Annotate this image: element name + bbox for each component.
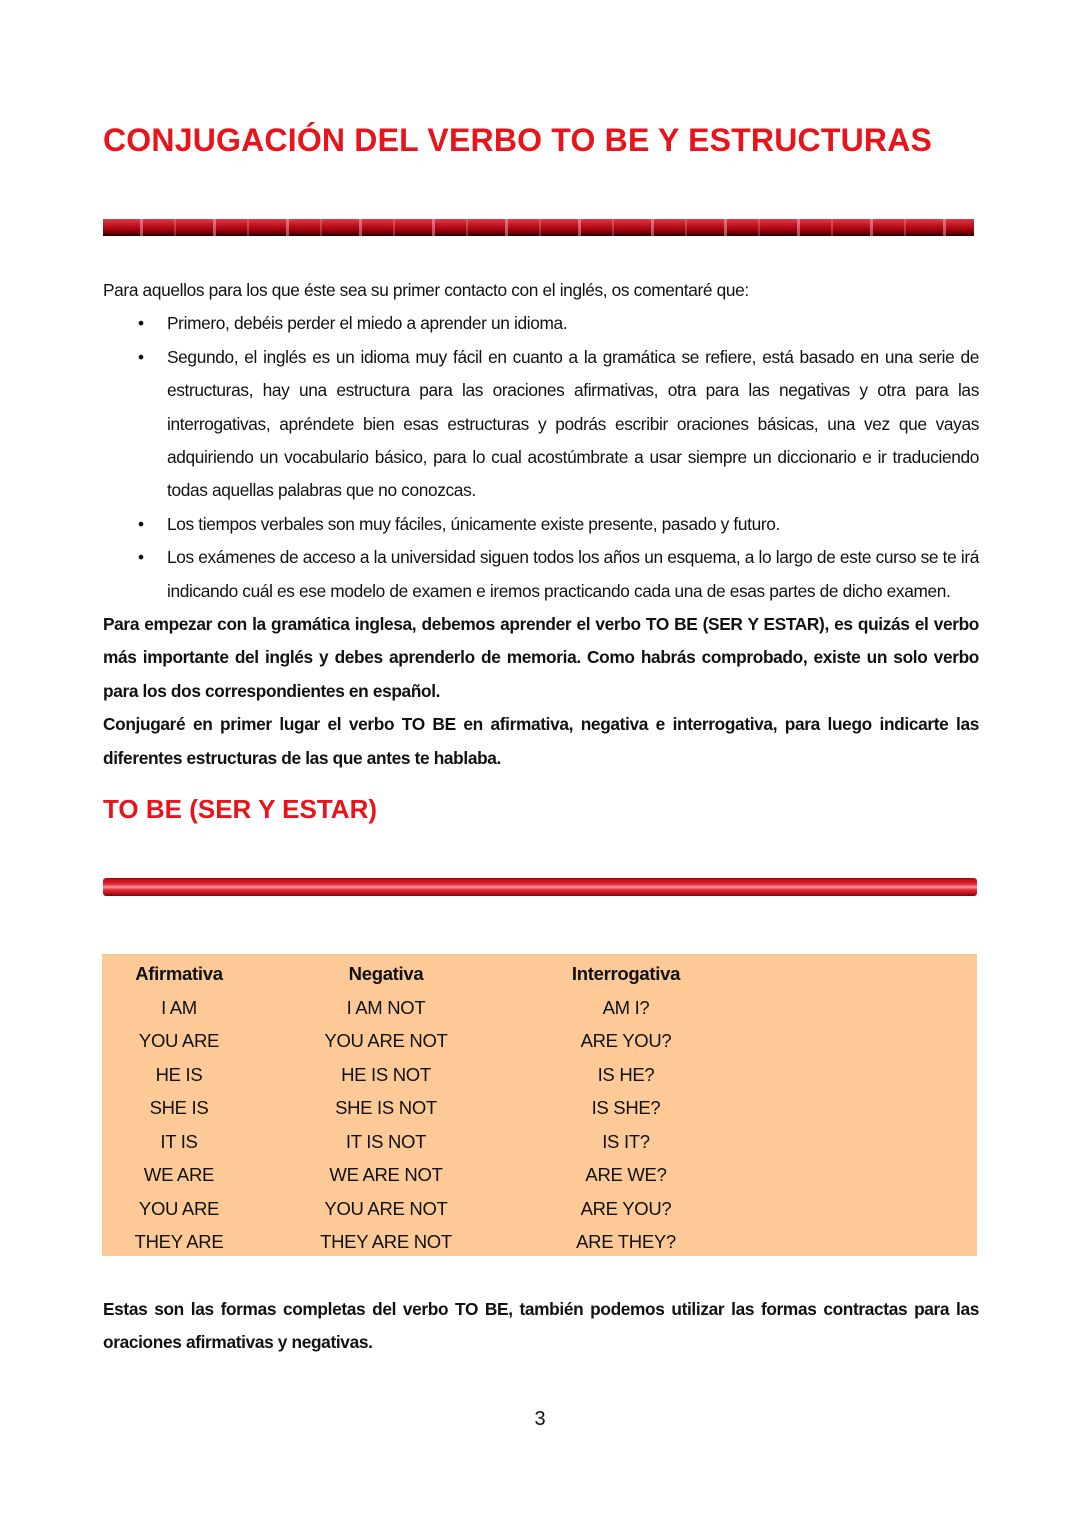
table-cell: THEY ARE [134, 1231, 224, 1252]
bold-paragraph: Conjugaré en primer lugar el verbo TO BE en afirmativa, negativa e interrogativa, para luego indicarte las diferentes estructuras de las que antes te hablaba. [103, 714, 979, 768]
intro-section [103, 274, 979, 775]
column-interrogativa [506, 957, 746, 1259]
decorative-divider [103, 878, 977, 896]
table-cell: WE ARE NOT [329, 1164, 443, 1185]
table-cell: YOU ARE [138, 1030, 220, 1051]
table-cell: WE ARE [143, 1164, 215, 1185]
column-afirmativa [59, 957, 299, 1259]
table-cell: IT IS [160, 1130, 198, 1152]
table-cell: YOU ARE NOT [324, 1197, 448, 1219]
table-cell: HE IS NOT [341, 1063, 431, 1085]
table-cell: IS SHE? [591, 1097, 661, 1118]
decorative-divider [103, 219, 974, 236]
column-header: Interrogativa [571, 963, 681, 984]
footer-paragraph: Estas son las formas completas del verbo TO BE, también podemos utilizar las formas contractas para las oraciones afirmativas y negativas. [103, 1299, 979, 1353]
list-item: • Los tiempos verbales son muy fáciles, únicamente existe presente, pasado y futuro. [167, 508, 979, 541]
table-cell: ARE THEY? [576, 1231, 676, 1252]
bold-paragraph: Para empezar con la gramática inglesa, debemos aprender el verbo TO BE (SER Y ESTAR), es quizás el verbo más importante del inglés y debes aprenderlo de memoria. Como habrás comprobado, existe un solo verbo para los dos correspondientes en español. [103, 614, 979, 701]
intro-text: Para aquellos para los que éste sea su primer contacto con el inglés, os comentaré que: [103, 280, 749, 300]
table-cell: ARE YOU? [580, 1030, 672, 1051]
bullet-list [103, 307, 979, 608]
table-cell: IS HE? [597, 1063, 655, 1085]
table-cell: IT IS NOT [345, 1130, 427, 1152]
section-title: TO BE (SER Y ESTAR) [103, 794, 378, 824]
table-cell: SHE IS NOT [335, 1097, 437, 1118]
conjugation-table [102, 954, 977, 1256]
table-cell: IS IT? [602, 1130, 650, 1152]
table-cell: YOU ARE [138, 1197, 220, 1219]
table-cell: AM I? [602, 996, 650, 1018]
table-cell: THEY ARE NOT [320, 1231, 452, 1252]
table-cell: I AM [161, 996, 197, 1018]
table-cell: SHE IS [149, 1097, 209, 1118]
table-cell: HE IS [155, 1063, 203, 1085]
page-title: CONJUGACIÓN DEL VERBO TO BE Y ESTRUCTURAS [103, 122, 933, 158]
list-item: • Primero, debéis perder el miedo a aprender un idioma. [167, 307, 979, 340]
table-cell: ARE WE? [585, 1164, 667, 1185]
column-negativa [266, 957, 506, 1259]
table-cell: YOU ARE NOT [324, 1030, 448, 1051]
page-number: 3 [534, 1408, 546, 1430]
list-item: • Los exámenes de acceso a la universidad siguen todos los años un esquema, a lo largo de este curso se te irá indicando cuál es ese modelo de examen e iremos practicando cada una de esas partes de dicho examen. [167, 541, 979, 608]
column-header: Afirmativa [135, 963, 223, 984]
list-item: • Segundo, el inglés es un idioma muy fácil en cuanto a la gramática se refiere, está basado en una serie de estructuras, hay una estructura para las oraciones afirmativas, otra para las negativas y otra para las interrogativas, apréndete bien esas estructuras y podrás escribir oraciones básicas, una vez que vayas adquiriendo un vocabulario básico, para lo cual acostúmbrate a usar siempre un diccionario e ir traduciendo todas aquellas palabras que no conozcas. [167, 341, 979, 508]
table-cell: ARE YOU? [580, 1197, 672, 1219]
table-cell: I AM NOT [346, 996, 426, 1018]
column-header: Negativa [348, 963, 424, 984]
